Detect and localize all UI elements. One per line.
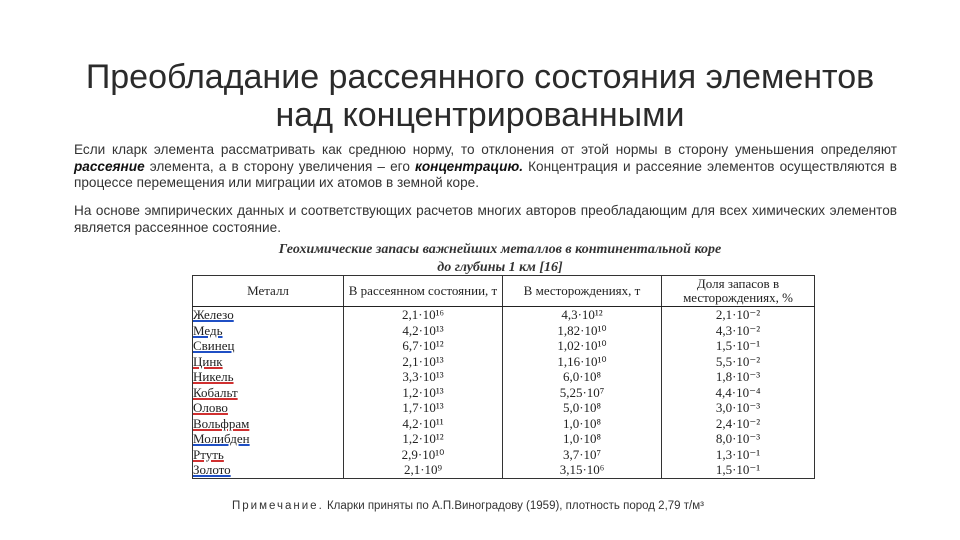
share-value: 1,5·10⁻¹ — [662, 338, 815, 354]
dispersed-value: 3,3·10¹³ — [344, 369, 503, 385]
header-deposits: В месторождениях, т — [503, 276, 662, 307]
para1-text-1: Если кларк элемента рассматривать как среднюю норму, то отклонения от этой нормы в сторону уменьшения определяют — [74, 142, 897, 157]
metal-name: Вольфрам — [193, 416, 344, 432]
metal-name: Свинец — [193, 338, 344, 354]
slide-title: Преобладание рассеянного состояния элементов над концентрированными — [85, 58, 875, 134]
metal-name: Железо — [193, 307, 344, 323]
metal-name: Олово — [193, 400, 344, 416]
table-caption-line-2: до глубины 1 км [16] — [437, 260, 563, 275]
paragraph-clarke-definition — [74, 142, 897, 192]
table-caption-line-1: Геохимические запасы важнейших металлов в континентальной коре — [278, 242, 722, 257]
deposits-value: 5,25·10⁷ — [503, 385, 662, 401]
table-row — [193, 338, 815, 354]
footnote-text: Кларки приняты по А.П.Виноградову (1959), плотность пород 2,79 т/м³ — [326, 500, 704, 512]
share-value: 1,3·10⁻¹ — [662, 447, 815, 463]
share-value: 8,0·10⁻³ — [662, 431, 815, 447]
deposits-value: 1,82·10¹⁰ — [503, 323, 662, 339]
share-value: 5,5·10⁻² — [662, 354, 815, 370]
metal-name: Золото — [193, 462, 344, 478]
table-row — [193, 462, 815, 478]
table-row — [193, 369, 815, 385]
table-row — [193, 385, 815, 401]
share-value: 2,4·10⁻² — [662, 416, 815, 432]
para1-text-3: Концентрация и рассеяние элементов осуществляются в процессе перемещения или миграции их атомов в земной коре. — [74, 158, 897, 191]
footnote-label: Примечание. — [232, 500, 324, 512]
metal-name: Кобальт — [193, 385, 344, 401]
deposits-value: 1,16·10¹⁰ — [503, 354, 662, 370]
dispersed-value: 6,7·10¹² — [344, 338, 503, 354]
table-header-row — [193, 276, 815, 307]
deposits-value: 3,15·10⁶ — [503, 462, 662, 478]
metal-name: Никель — [193, 369, 344, 385]
table-row — [193, 416, 815, 432]
term-dispersion: рассеяние — [74, 158, 145, 174]
para1-text-2: элемента, а в сторону увеличения – его — [144, 158, 415, 174]
header-dispersed: В рассеянном состоянии, т — [344, 276, 503, 307]
table-footnote — [232, 500, 704, 512]
deposits-value: 5,0·10⁸ — [503, 400, 662, 416]
paragraph-dispersed-state: На основе эмпирических данных и соответствующих расчетов многих авторов преобладающим для всех химических элементов является рассеянное состояние. — [74, 203, 897, 235]
share-value: 3,0·10⁻³ — [662, 400, 815, 416]
share-value: 1,5·10⁻¹ — [662, 462, 815, 478]
table-row — [193, 323, 815, 339]
dispersed-value: 2,9·10¹⁰ — [344, 447, 503, 463]
dispersed-value: 2,1·10¹⁶ — [344, 307, 503, 323]
dispersed-value: 1,2·10¹² — [344, 431, 503, 447]
table-row — [193, 447, 815, 463]
deposits-value: 1,02·10¹⁰ — [503, 338, 662, 354]
dispersed-value: 1,7·10¹³ — [344, 400, 503, 416]
dispersed-value: 2,1·10¹³ — [344, 354, 503, 370]
table-row — [193, 354, 815, 370]
table-row — [193, 400, 815, 416]
deposits-value: 3,7·10⁷ — [503, 447, 662, 463]
deposits-value: 1,0·10⁸ — [503, 431, 662, 447]
metal-reserves-table — [192, 275, 815, 479]
deposits-value: 1,0·10⁸ — [503, 416, 662, 432]
dispersed-value: 4,2·10¹³ — [344, 323, 503, 339]
deposits-value: 6,0·10⁸ — [503, 369, 662, 385]
term-concentration: концентрацию. — [414, 158, 523, 174]
metal-name: Медь — [193, 323, 344, 339]
dispersed-value: 2,1·10⁹ — [344, 462, 503, 478]
table-row — [193, 431, 815, 447]
header-share: Доля запасов в месторождениях, % — [662, 276, 815, 307]
share-value: 2,1·10⁻² — [662, 307, 815, 323]
share-value: 4,3·10⁻² — [662, 323, 815, 339]
metal-name: Ртуть — [193, 447, 344, 463]
metal-name: Молибден — [193, 431, 344, 447]
share-value: 1,8·10⁻³ — [662, 369, 815, 385]
table-row — [193, 307, 815, 323]
metal-name: Цинк — [193, 354, 344, 370]
share-value: 4,4·10⁻⁴ — [662, 385, 815, 401]
dispersed-value: 1,2·10¹³ — [344, 385, 503, 401]
dispersed-value: 4,2·10¹¹ — [344, 416, 503, 432]
header-metal: Металл — [193, 276, 344, 307]
deposits-value: 4,3·10¹² — [503, 307, 662, 323]
